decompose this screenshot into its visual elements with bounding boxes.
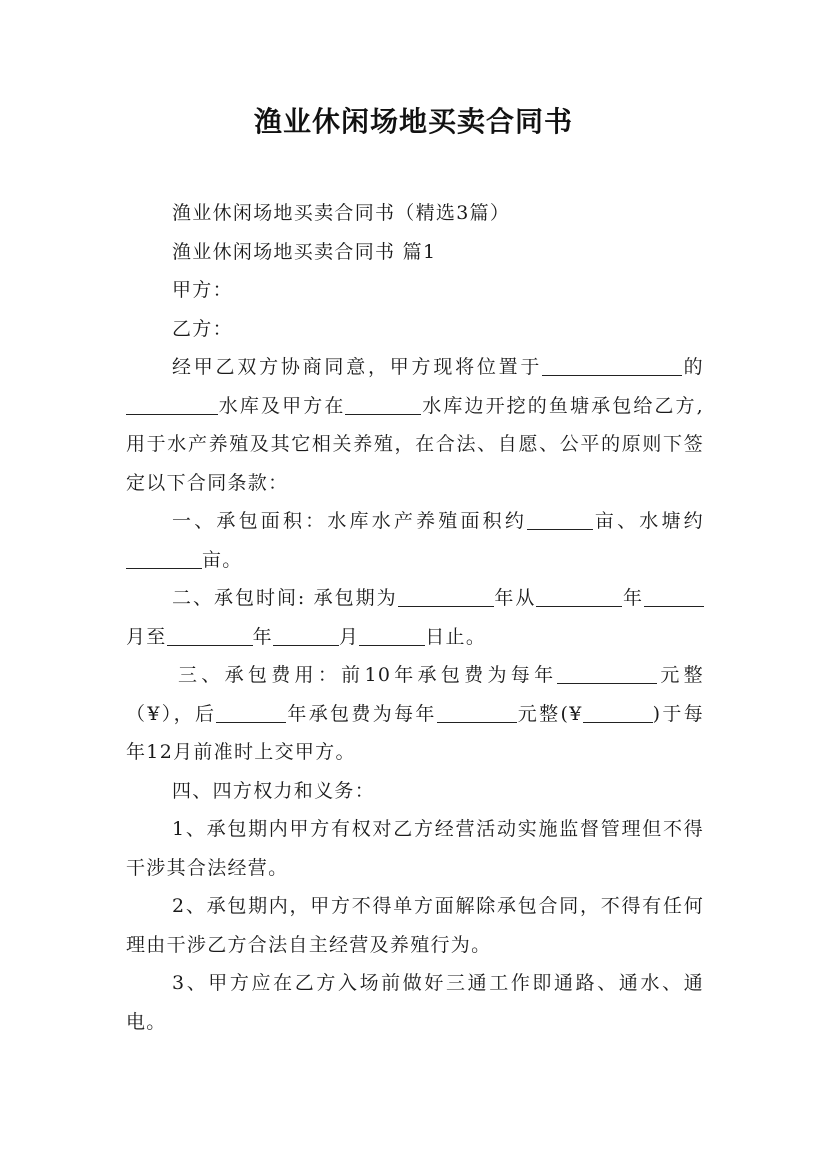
party-a-line: 甲方： xyxy=(172,279,233,301)
location-blank xyxy=(542,356,682,376)
pond-reservoir-blank xyxy=(345,395,421,415)
pond-area-blank xyxy=(126,549,202,569)
document-body xyxy=(126,194,704,1041)
fee-text-2: 元整（¥），后 xyxy=(126,664,704,725)
reservoir-area-blank xyxy=(527,510,593,530)
term-text-2: 年从 xyxy=(493,587,537,609)
clause-area xyxy=(126,502,704,579)
paragraph-preamble xyxy=(126,348,704,502)
later-fee-blank xyxy=(437,703,517,723)
start-year-blank xyxy=(536,587,622,607)
area-text-3: 亩。 xyxy=(202,548,243,571)
rights-item-3: 3、甲方应在乙方入场前做好三通工作即通路、通水、通电。 xyxy=(126,972,704,1033)
reservoir-blank xyxy=(126,395,218,415)
end-day-blank xyxy=(359,626,425,646)
chapter-heading: 渔业休闲场地买卖合同书 篇1 xyxy=(172,240,437,263)
fee-text-5: )于每年12月前准时上交甲方。 xyxy=(126,702,705,763)
fee-text-1: 三、承包费用：前10年承包费为每年 xyxy=(178,664,558,686)
term-text-5: 年 xyxy=(252,625,273,648)
rights-item-1: 1、承包期内甲方有权对乙方经营活动实施监督管理但不得干涉其合法经营。 xyxy=(126,818,704,879)
term-text-6: 月 xyxy=(338,625,360,648)
party-b-line: 乙方： xyxy=(172,317,233,340)
preamble-text-1: 经甲乙双方协商同意，甲方现将位置于 xyxy=(172,356,543,378)
fee-text-4: 元整(¥ xyxy=(516,702,583,725)
clause-term xyxy=(126,579,704,656)
area-text-2: 亩、水塘约 xyxy=(593,510,704,532)
first-fee-blank xyxy=(557,664,657,684)
intro-line: 渔业休闲场地买卖合同书（精选3篇） xyxy=(172,202,511,224)
term-text-7: 日止。 xyxy=(425,625,487,648)
area-text-1: 一、承包面积：水库水产养殖面积约 xyxy=(172,510,528,532)
preamble-text-3: 水库及甲方在 xyxy=(218,394,346,417)
term-text-1: 二、承包时间: 承包期为 xyxy=(172,587,398,609)
rights-item-2: 2、承包期内，甲方不得单方面解除承包合同，不得有任何理由干涉乙方合法自主经营及养殖行为。 xyxy=(126,895,704,956)
end-month-blank xyxy=(273,626,339,646)
preamble-text-2: 的 xyxy=(682,356,704,378)
fee-text-3: 年承包费为每年 xyxy=(286,702,437,725)
end-year-blank xyxy=(167,626,253,646)
clause-rights-heading: 四、四方权力和义务： xyxy=(172,779,376,802)
later-fee-amount-blank xyxy=(583,703,653,723)
preamble-text-4: 水库边开挖的鱼塘承包给乙方,用于水产养殖及其它相关养殖，在合法、自愿、公平的原则下签定以下合同条款： xyxy=(126,394,704,494)
term-text-4: 月至 xyxy=(126,625,167,648)
document-title: 渔业休闲场地买卖合同书 xyxy=(253,105,573,138)
start-month-blank xyxy=(644,587,704,607)
term-text-3: 年 xyxy=(622,587,644,609)
clause-fee xyxy=(126,656,704,772)
term-years-blank xyxy=(398,587,494,607)
later-years-blank xyxy=(216,703,286,723)
